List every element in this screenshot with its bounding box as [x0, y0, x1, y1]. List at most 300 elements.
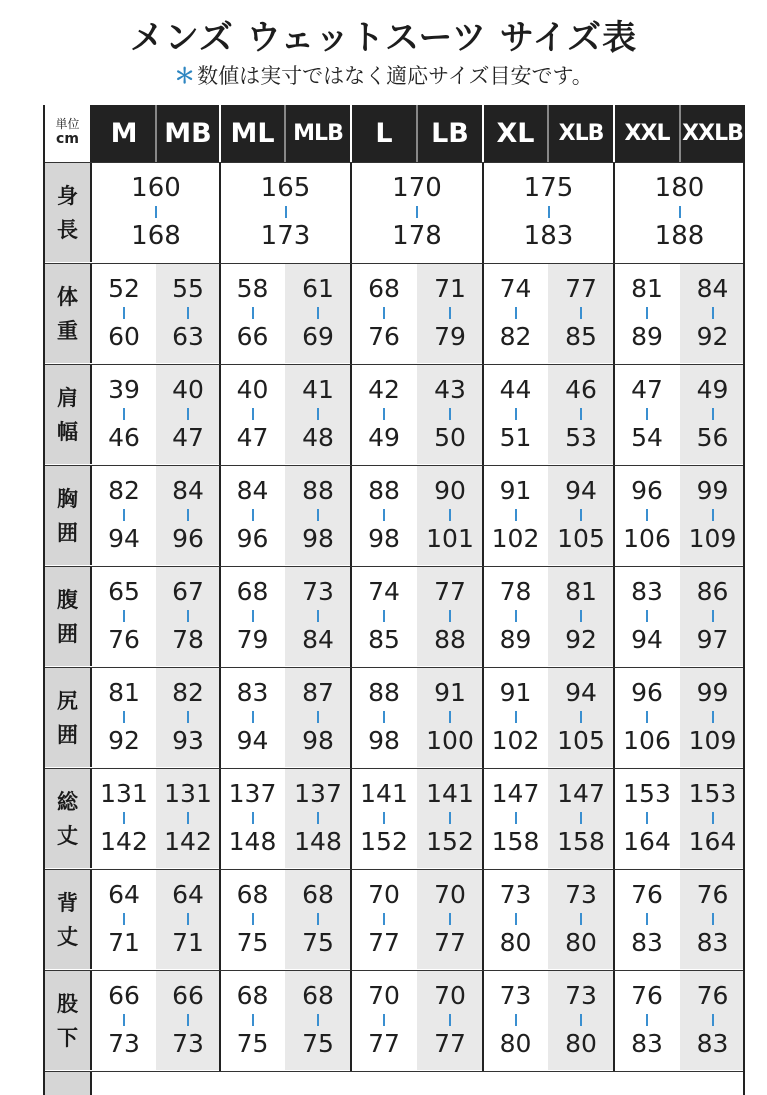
- range-min: 43: [434, 375, 466, 404]
- range-tick: [679, 206, 681, 218]
- range-max: 75: [302, 928, 334, 957]
- range-min: 68: [302, 981, 334, 1010]
- range-max: 89: [499, 625, 532, 654]
- row-label-char: 囲: [57, 621, 78, 646]
- range-max: 106: [623, 726, 671, 755]
- range-tick: [187, 1014, 189, 1026]
- range-tick: [449, 307, 451, 319]
- range-min: 81: [108, 678, 140, 707]
- range-max: 97: [696, 625, 729, 654]
- header-divider: [155, 105, 157, 162]
- size-range-cell: [92, 668, 156, 767]
- range-min: 66: [108, 981, 140, 1010]
- range-min: 83: [631, 577, 663, 606]
- size-range-cell: [285, 971, 351, 1070]
- header-divider: [416, 105, 418, 162]
- row-label-char: 肩: [57, 385, 78, 410]
- range-max: 188: [654, 221, 705, 251]
- size-range-cell: [417, 466, 483, 565]
- size-range-cell: [285, 567, 351, 666]
- size-range-cell: [483, 971, 548, 1070]
- size-range-cell: [351, 668, 417, 767]
- range-max: 77: [434, 928, 466, 957]
- table-header: [45, 105, 743, 162]
- range-max: 75: [236, 928, 269, 957]
- header-divider: [547, 105, 549, 162]
- size-range-cell: [285, 365, 351, 464]
- range-min: 77: [565, 274, 597, 303]
- range-tick: [317, 610, 319, 622]
- row-label-char: 総: [57, 789, 78, 814]
- row-label: [45, 567, 92, 666]
- range-min: 99: [696, 678, 729, 707]
- size-range-cell: [351, 466, 417, 565]
- range-tick: [383, 307, 385, 319]
- range-min: 137: [294, 779, 342, 808]
- column-divider: [219, 668, 221, 768]
- size-header-mlb: MLB: [293, 121, 343, 146]
- size-range-cell: [483, 567, 548, 666]
- size-range-cell: [680, 466, 745, 565]
- range-max: 71: [108, 928, 140, 957]
- range-max: 105: [557, 524, 605, 553]
- range-tick: [646, 610, 648, 622]
- range-max: 80: [499, 1029, 532, 1058]
- range-max: 73: [172, 1029, 204, 1058]
- range-max: 183: [523, 221, 574, 251]
- range-tick: [187, 610, 189, 622]
- page-subtitle: [0, 60, 767, 90]
- range-max: 96: [236, 524, 269, 553]
- range-min: 96: [631, 476, 663, 505]
- range-max: 79: [434, 322, 466, 351]
- range-min: 67: [172, 577, 204, 606]
- range-min: 64: [108, 880, 140, 909]
- range-max: 96: [172, 524, 204, 553]
- range-min: 47: [631, 375, 663, 404]
- range-min: 73: [302, 577, 334, 606]
- size-range-cell: [417, 567, 483, 666]
- range-min: 170: [392, 173, 442, 203]
- range-max: 47: [172, 423, 204, 452]
- range-tick: [580, 812, 582, 824]
- range-max: 66: [236, 322, 269, 351]
- range-max: 92: [108, 726, 140, 755]
- range-min: 42: [368, 375, 400, 404]
- header-divider: [284, 105, 286, 162]
- range-min: 88: [368, 678, 400, 707]
- range-max: 164: [688, 827, 737, 856]
- range-tick: [646, 307, 648, 319]
- range-max: 101: [426, 524, 474, 553]
- table-row: [45, 263, 743, 363]
- range-tick: [449, 610, 451, 622]
- range-min: 49: [696, 375, 729, 404]
- column-divider: [350, 668, 352, 768]
- range-tick: [449, 812, 451, 824]
- size-range-cell: [680, 668, 745, 767]
- row-label: [45, 1072, 92, 1095]
- range-max: 98: [368, 726, 400, 755]
- range-max: 158: [557, 827, 605, 856]
- size-range-cell: [92, 971, 156, 1070]
- range-max: 77: [434, 1029, 466, 1058]
- range-tick: [123, 408, 125, 420]
- range-max: 83: [696, 928, 729, 957]
- range-max: 83: [631, 928, 663, 957]
- size-range-cell: [548, 870, 614, 969]
- range-max: 152: [360, 827, 408, 856]
- column-divider: [350, 163, 352, 263]
- size-range-cell: [483, 769, 548, 868]
- size-range-cell: [92, 870, 156, 969]
- column-divider: [482, 769, 484, 869]
- range-min: 147: [557, 779, 605, 808]
- column-divider: [350, 264, 352, 364]
- column-divider: [219, 971, 221, 1071]
- range-max: 152: [426, 827, 474, 856]
- size-range-cell: [351, 567, 417, 666]
- table-row: [45, 667, 743, 767]
- size-range-cell: [285, 769, 351, 868]
- range-min: 40: [236, 375, 269, 404]
- header-divider: [679, 105, 681, 162]
- range-min: 74: [499, 274, 532, 303]
- size-range-cell: [220, 365, 285, 464]
- range-min: 96: [631, 678, 663, 707]
- range-max: 78: [172, 625, 204, 654]
- range-min: 84: [172, 476, 204, 505]
- range-max: 76: [368, 322, 400, 351]
- size-range-cell: [92, 567, 156, 666]
- size-range-cell: [614, 769, 680, 868]
- size-range-cell: [156, 567, 220, 666]
- range-tick: [580, 913, 582, 925]
- range-tick: [383, 711, 385, 723]
- range-tick: [515, 408, 517, 420]
- asterisk-mark: ＊: [174, 64, 196, 88]
- column-divider: [482, 971, 484, 1071]
- range-tick: [548, 206, 550, 218]
- column-divider: [613, 971, 615, 1071]
- size-range-cell: [614, 466, 680, 565]
- row-label-char: 丈: [57, 924, 78, 949]
- range-min: 70: [368, 981, 400, 1010]
- size-range-cell: [285, 466, 351, 565]
- range-min: 137: [228, 779, 277, 808]
- size-range-cell: [220, 567, 285, 666]
- size-range-cell: [614, 163, 745, 262]
- range-tick: [252, 408, 254, 420]
- range-tick: [712, 711, 714, 723]
- column-divider: [613, 264, 615, 364]
- size-range-cell: [680, 769, 745, 868]
- size-range-cell: [156, 870, 220, 969]
- range-min: 66: [172, 981, 204, 1010]
- size-range-cell: [220, 971, 285, 1070]
- range-min: 52: [108, 274, 140, 303]
- column-divider: [219, 466, 221, 566]
- range-min: 40: [172, 375, 204, 404]
- size-range-cell: [220, 163, 351, 262]
- range-min: 175: [523, 173, 574, 203]
- range-min: 41: [302, 375, 334, 404]
- row-label: [45, 668, 92, 767]
- table-row: [45, 364, 743, 464]
- range-min: 76: [631, 981, 663, 1010]
- size-range-cell: [417, 365, 483, 464]
- size-range-cell: [483, 870, 548, 969]
- range-max: 148: [228, 827, 277, 856]
- range-tick: [580, 307, 582, 319]
- range-tick: [383, 408, 385, 420]
- range-tick: [252, 610, 254, 622]
- range-min: 76: [696, 880, 729, 909]
- size-range-cell: [351, 769, 417, 868]
- range-min: 68: [368, 274, 400, 303]
- page-title: メンズ ウェットスーツ サイズ表: [129, 18, 638, 58]
- size-range-cell: [285, 870, 351, 969]
- range-max: 63: [172, 322, 204, 351]
- range-max: 106: [623, 524, 671, 553]
- range-max: 77: [368, 1029, 400, 1058]
- size-range-cell: [680, 870, 745, 969]
- size-header-ml: ML: [230, 118, 275, 149]
- range-max: 82: [499, 322, 532, 351]
- range-tick: [383, 1014, 385, 1026]
- size-range-cell: [220, 668, 285, 767]
- size-range-cell: [680, 567, 745, 666]
- range-min: 153: [623, 779, 671, 808]
- range-tick: [187, 711, 189, 723]
- column-divider: [482, 668, 484, 768]
- range-min: 77: [434, 577, 466, 606]
- range-tick: [580, 509, 582, 521]
- size-range-cell: [417, 264, 483, 363]
- size-range-cell: [220, 769, 285, 868]
- column-divider: [350, 971, 352, 1071]
- range-max: 80: [565, 928, 597, 957]
- range-tick: [449, 913, 451, 925]
- range-tick: [515, 307, 517, 319]
- range-max: 51: [499, 423, 532, 452]
- size-range-cell: [548, 365, 614, 464]
- range-max: 80: [499, 928, 532, 957]
- range-min: 68: [236, 577, 269, 606]
- size-range-cell: [548, 769, 614, 868]
- column-divider: [613, 870, 615, 970]
- range-tick: [252, 307, 254, 319]
- range-max: 88: [434, 625, 466, 654]
- range-tick: [187, 913, 189, 925]
- unit-value: cm: [56, 131, 79, 147]
- size-range-cell: [614, 870, 680, 969]
- range-min: 91: [499, 476, 532, 505]
- range-max: 53: [565, 423, 597, 452]
- range-min: 70: [434, 880, 466, 909]
- size-range-cell: [680, 365, 745, 464]
- column-divider: [613, 365, 615, 465]
- range-max: 79: [236, 625, 269, 654]
- range-tick: [155, 206, 157, 218]
- range-tick: [515, 913, 517, 925]
- column-divider: [482, 466, 484, 566]
- row-label: [45, 163, 92, 262]
- range-tick: [449, 509, 451, 521]
- row-label: [45, 466, 92, 565]
- range-min: 83: [236, 678, 269, 707]
- range-tick: [580, 711, 582, 723]
- row-label-char: 胸: [57, 486, 78, 511]
- row-label-char: 下: [57, 1025, 78, 1050]
- column-divider: [350, 769, 352, 869]
- range-tick: [712, 913, 714, 925]
- row-label-char: 身: [57, 183, 78, 208]
- size-range-cell: [548, 971, 614, 1070]
- range-min: 90: [434, 476, 466, 505]
- table-row-partial: [45, 1071, 743, 1095]
- range-min: 68: [236, 880, 269, 909]
- range-max: 50: [434, 423, 466, 452]
- range-tick: [646, 711, 648, 723]
- range-tick: [187, 812, 189, 824]
- size-range-cell: [351, 163, 483, 262]
- size-range-cell: [351, 264, 417, 363]
- size-range-cell: [548, 466, 614, 565]
- table-row: [45, 869, 743, 969]
- table-row: [45, 970, 743, 1070]
- size-range-cell: [92, 163, 220, 262]
- size-range-cell: [614, 567, 680, 666]
- table-row: [45, 566, 743, 666]
- size-range-cell: [483, 264, 548, 363]
- range-max: 69: [302, 322, 334, 351]
- range-max: 102: [491, 524, 540, 553]
- subtitle-text: 数値は実寸ではなく適応サイズ目安です。: [197, 64, 593, 88]
- range-max: 94: [236, 726, 269, 755]
- range-min: 70: [368, 880, 400, 909]
- column-divider: [219, 567, 221, 667]
- range-min: 44: [499, 375, 532, 404]
- range-max: 98: [302, 524, 334, 553]
- size-range-cell: [351, 971, 417, 1070]
- range-min: 88: [302, 476, 334, 505]
- column-divider: [482, 163, 484, 263]
- range-max: 80: [565, 1029, 597, 1058]
- size-range-cell: [156, 668, 220, 767]
- range-max: 76: [108, 625, 140, 654]
- range-tick: [252, 711, 254, 723]
- range-min: 84: [696, 274, 729, 303]
- range-max: 178: [392, 221, 442, 251]
- range-min: 65: [108, 577, 140, 606]
- size-range-cell: [156, 264, 220, 363]
- size-header-l: L: [375, 118, 393, 149]
- row-label-char: 股: [57, 991, 78, 1016]
- size-header-xxl: XXL: [624, 121, 670, 146]
- range-min: 78: [499, 577, 532, 606]
- range-max: 83: [696, 1029, 729, 1058]
- size-range-cell: [548, 668, 614, 767]
- unit-label: 単位: [55, 117, 80, 131]
- range-min: 99: [696, 476, 729, 505]
- size-range-cell: [483, 466, 548, 565]
- range-max: 46: [108, 423, 140, 452]
- range-max: 83: [631, 1029, 663, 1058]
- range-tick: [383, 812, 385, 824]
- range-tick: [646, 509, 648, 521]
- column-divider: [482, 365, 484, 465]
- row-label-char: 腹: [57, 587, 78, 612]
- range-tick: [317, 1014, 319, 1026]
- range-min: 141: [360, 779, 408, 808]
- range-min: 81: [631, 274, 663, 303]
- range-tick: [187, 307, 189, 319]
- range-min: 71: [434, 274, 466, 303]
- range-max: 56: [696, 423, 729, 452]
- size-range-cell: [614, 264, 680, 363]
- range-min: 160: [131, 173, 181, 203]
- range-min: 91: [434, 678, 466, 707]
- range-tick: [580, 408, 582, 420]
- range-tick: [580, 610, 582, 622]
- row-label: [45, 870, 92, 969]
- range-min: 84: [236, 476, 269, 505]
- range-max: 49: [368, 423, 400, 452]
- range-max: 93: [172, 726, 204, 755]
- range-max: 158: [491, 827, 540, 856]
- range-tick: [383, 610, 385, 622]
- table-row: [45, 768, 743, 868]
- range-max: 84: [302, 625, 334, 654]
- range-min: 165: [260, 173, 311, 203]
- size-range-cell: [351, 870, 417, 969]
- size-range-cell: [351, 365, 417, 464]
- size-header-xxlb: XXLB: [682, 121, 743, 146]
- size-range-cell: [483, 668, 548, 767]
- range-max: 89: [631, 322, 663, 351]
- range-min: 82: [108, 476, 140, 505]
- range-max: 60: [108, 322, 140, 351]
- range-tick: [646, 812, 648, 824]
- row-label: [45, 264, 92, 363]
- column-divider: [613, 567, 615, 667]
- size-range-cell: [680, 971, 745, 1070]
- range-tick: [123, 307, 125, 319]
- size-header-m: M: [110, 118, 138, 149]
- range-min: 147: [491, 779, 540, 808]
- column-divider: [350, 466, 352, 566]
- range-tick: [123, 509, 125, 521]
- range-max: 148: [294, 827, 342, 856]
- range-min: 61: [302, 274, 334, 303]
- unit-cell: [45, 105, 92, 162]
- size-range-cell: [220, 466, 285, 565]
- range-tick: [187, 408, 189, 420]
- size-table: [43, 105, 745, 1095]
- range-min: 94: [565, 678, 597, 707]
- range-tick: [317, 408, 319, 420]
- column-divider: [219, 870, 221, 970]
- range-max: 94: [108, 524, 140, 553]
- range-tick: [123, 1014, 125, 1026]
- range-min: 46: [565, 375, 597, 404]
- range-tick: [187, 509, 189, 521]
- range-max: 75: [236, 1029, 269, 1058]
- range-max: 77: [368, 928, 400, 957]
- column-divider: [350, 567, 352, 667]
- range-tick: [712, 1014, 714, 1026]
